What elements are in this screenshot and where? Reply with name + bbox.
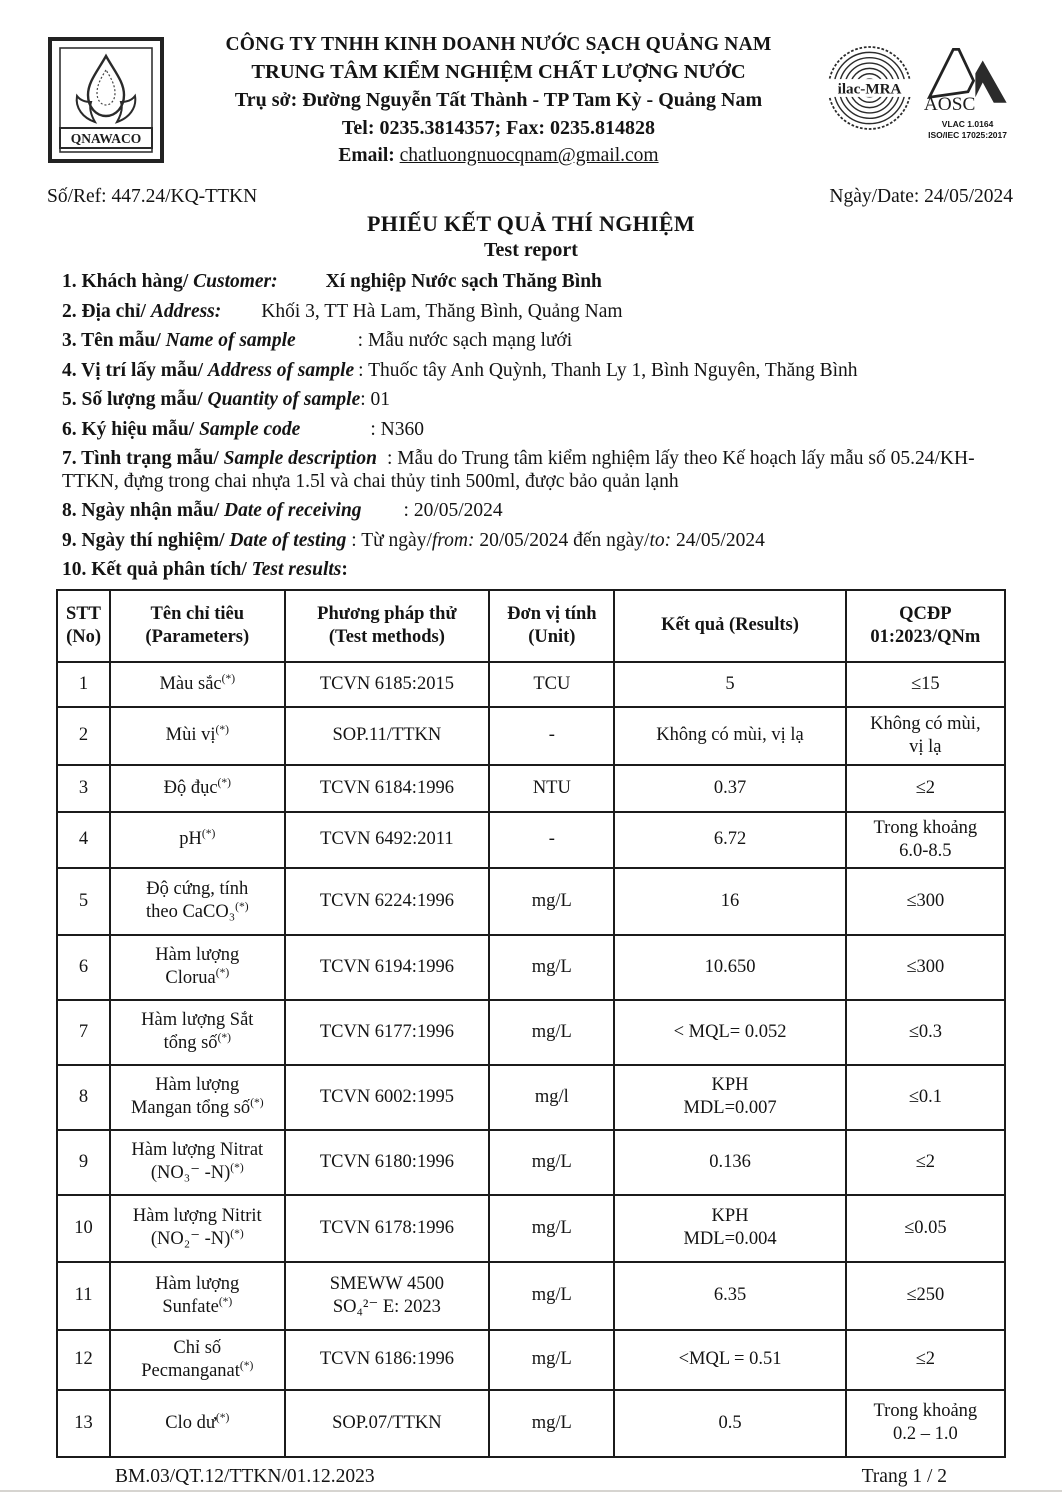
row-method: TCVN 6002:1995 (285, 1065, 490, 1130)
certification-logos (825, 30, 1015, 141)
row-no: 2 (57, 707, 110, 765)
row-no: 10 (57, 1195, 110, 1262)
form-code: BM.03/QT.12/TTKN/01.12.2023 (115, 1465, 375, 1487)
document-date: Ngày/Date: 24/05/2024 (829, 186, 1013, 207)
item-sample-description: 7. Tình trạng mẫu/ Sample description : Mẫu do Trung tâm kiểm nghiệm lấy theo Kế hoạch lấy mẫu số 05.24/KH-TTKN, đựng trong chai nhựa 1.5l và chai thủy tinh 500ml, được bảo quản lạnh (62, 448, 975, 492)
row-limit: ≤2 (846, 1130, 1005, 1195)
item-sample-code: 6. Ký hiệu mẫu/ Sample code : N360 (62, 418, 424, 440)
row-no: 11 (57, 1262, 110, 1330)
row-method: TCVN 6180:1996 (285, 1130, 490, 1195)
ilac-mra-icon (825, 40, 914, 136)
row-limit: ≤0.3 (846, 1000, 1005, 1065)
item-date-receiving: 8. Ngày nhận mẫu/ Date of receiving : 20/05/2024 (62, 500, 503, 521)
row-limit: ≤0.1 (846, 1065, 1005, 1130)
row-limit: ≤300 (846, 935, 1005, 1000)
table-row (57, 935, 1005, 1000)
row-limit: ≤2 (846, 1330, 1005, 1390)
row-method: TCVN 6184:1996 (285, 765, 490, 812)
item-customer: 1. Khách hàng/ Customer: Xí nghiệp Nước sạch Thăng Bình (62, 271, 602, 292)
table-row (57, 868, 1005, 935)
row-method: TCVN 6186:1996 (285, 1330, 490, 1390)
sample-description-value: : Mẫu do Trung tâm kiểm nghiệm lấy theo Kế hoạch lấy mẫu số 05.24/KH-TTKN, đựng trong chai nhựa 1.5l và chai thủy tinh 500ml, được bảo quản lạnh (62, 448, 975, 492)
row-method: TCVN 6177:1996 (285, 1000, 490, 1065)
row-result: < MQL= 0.052 (614, 1000, 845, 1065)
col-header-limit: QCĐP 01:2023/QNm (846, 590, 1005, 662)
row-result: 0.37 (614, 765, 845, 812)
row-parameter: Độ cứng, tính theo CaCO₃(*) (110, 868, 284, 935)
row-result: 10.650 (614, 935, 845, 1000)
col-header-result: Kết quả (Results) (614, 590, 845, 662)
email-address: chatluongnuocqnam@gmail.com (399, 145, 659, 166)
row-limit: ≤2 (846, 765, 1005, 812)
center-name: TRUNG TÂM KIỂM NGHIỆM CHẤT LƯỢNG NƯỚC (251, 61, 746, 83)
row-unit: mg/L (489, 935, 614, 1000)
table-row (57, 1390, 1005, 1457)
aosc-logo (920, 40, 1015, 141)
col-header-unit: Đơn vị tính (Unit) (489, 590, 614, 662)
row-unit: mg/L (489, 868, 614, 935)
row-result: KPH MDL=0.004 (614, 1195, 845, 1262)
row-result: <MQL = 0.51 (614, 1330, 845, 1390)
row-unit: mg/L (489, 1000, 614, 1065)
item-sample-address: 4. Vị trí lấy mẫu/ Address of sample : Thuốc tây Anh Quỳnh, Thanh Ly 1, Bình Nguyên, Thăng Bình (62, 359, 858, 381)
row-result: Không có mùi, vị lạ (614, 707, 845, 765)
table-row (57, 765, 1005, 812)
row-unit: mg/l (489, 1065, 614, 1130)
item-sample-name: 3. Tên mẫu/ Name of sample : Mẫu nước sạch mạng lưới (62, 330, 573, 351)
row-unit: mg/L (489, 1330, 614, 1390)
row-unit: mg/L (489, 1390, 614, 1457)
row-method: TCVN 6492:2011 (285, 812, 490, 868)
row-parameter: Clo dư(*) (110, 1390, 284, 1457)
row-parameter: Chỉ số Pecmanganat(*) (110, 1330, 284, 1390)
page-number: Trang 1 / 2 (861, 1465, 947, 1487)
row-no: 1 (57, 662, 110, 707)
scan-artifact-line (0, 1490, 1062, 1492)
row-no: 5 (57, 868, 110, 935)
row-limit: Không có mùi, vị lạ (846, 707, 1005, 765)
row-method: TCVN 6194:1996 (285, 935, 490, 1000)
row-limit: Trong khoảng 0.2 – 1.0 (846, 1390, 1005, 1457)
header-telfax: Tel: 0235.3814357; Fax: 0235.814828 (341, 117, 656, 139)
ref-date-row (47, 186, 1015, 208)
document-header (47, 30, 1015, 170)
row-limit: Trong khoảng 6.0-8.5 (846, 812, 1005, 868)
date-receiving-value: : 20/05/2024 (403, 500, 503, 521)
col-header-parameter: Tên chỉ tiêu (Parameters) (110, 590, 284, 662)
row-parameter: Hàm lượng Nitrat (NO₃⁻ -N)(*) (110, 1130, 284, 1195)
row-no: 6 (57, 935, 110, 1000)
sample-name-value: : Mẫu nước sạch mạng lưới (357, 330, 573, 351)
table-row (57, 707, 1005, 765)
table-row (57, 1065, 1005, 1130)
header-address: Trụ sở: Đường Nguyễn Tất Thành - TP Tam Kỳ - Quảng Nam (234, 89, 763, 111)
item-address: 2. Địa chỉ/ Address: Khối 3, TT Hà Lam, Thăng Bình, Quảng Nam (62, 300, 623, 322)
row-parameter: Mùi vị(*) (110, 707, 284, 765)
col-header-no: STT (No) (57, 590, 110, 662)
table-header-row (57, 590, 1005, 662)
row-no: 7 (57, 1000, 110, 1065)
row-unit: mg/L (489, 1130, 614, 1195)
ilac-mra-text: ilac-MRA (837, 81, 902, 98)
row-result: KPH MDL=0.007 (614, 1065, 845, 1130)
qnawaco-logo-icon (47, 36, 165, 164)
row-method: TCVN 6178:1996 (285, 1195, 490, 1262)
table-row (57, 1000, 1005, 1065)
report-title-en: Test report (484, 239, 578, 261)
qnawaco-logo (47, 30, 172, 169)
report-metadata (47, 271, 1015, 582)
row-unit: NTU (489, 765, 614, 812)
row-no: 4 (57, 812, 110, 868)
row-method: TCVN 6185:2015 (285, 662, 490, 707)
item-test-results: 10. Kết quả phân tích/ Test results: (62, 559, 348, 580)
row-no: 12 (57, 1330, 110, 1390)
date-testing-value: 24/05/2024 (671, 529, 765, 551)
row-limit: ≤250 (846, 1262, 1005, 1330)
row-limit: ≤15 (846, 662, 1005, 707)
row-parameter: Độ đục(*) (110, 765, 284, 812)
sample-quantity-value: : 01 (360, 389, 391, 410)
table-row (57, 1130, 1005, 1195)
row-unit: - (489, 812, 614, 868)
aosc-icon (922, 40, 1014, 114)
company-name: CÔNG TY TNHH KINH DOANH NƯỚC SẠCH QUẢNG NAM (225, 34, 772, 55)
row-no: 13 (57, 1390, 110, 1457)
row-method: SOP.07/TTKN (285, 1390, 490, 1457)
iso-code: ISO/IEC 17025:2017 (928, 130, 1007, 140)
row-unit: mg/L (489, 1195, 614, 1262)
row-unit: - (489, 707, 614, 765)
table-row (57, 1330, 1005, 1390)
address-value: Khối 3, TT Hà Lam, Thăng Bình, Quảng Nam (261, 300, 623, 322)
row-parameter: pH(*) (110, 812, 284, 868)
row-unit: TCU (489, 662, 614, 707)
row-parameter: Hàm lượng Clorua(*) (110, 935, 284, 1000)
row-method: SOP.11/TTKN (285, 707, 490, 765)
sample-code-value: : N360 (370, 418, 424, 440)
row-method: SMEWW 4500 SO₄²⁻ E: 2023 (285, 1262, 490, 1330)
item-sample-quantity: 5. Số lượng mẫu/ Quantity of sample: 01 (62, 389, 391, 410)
row-no: 3 (57, 765, 110, 812)
table-row (57, 1195, 1005, 1262)
row-parameter: Hàm lượng Sunfate(*) (110, 1262, 284, 1330)
row-parameter: Hàm lượng Nitrit (NO₂⁻ -N)(*) (110, 1195, 284, 1262)
customer-value: Xí nghiệp Nước sạch Thăng Bình (325, 271, 602, 292)
row-no: 9 (57, 1130, 110, 1195)
row-result: 6.72 (614, 812, 845, 868)
document-ref: Số/Ref: 447.24/KQ-TTKN (47, 186, 258, 207)
page-footer (47, 1466, 1015, 1488)
aosc-text: AOSC (923, 94, 975, 114)
row-result: 0.5 (614, 1390, 845, 1457)
report-title-vi: PHIẾU KẾT QUẢ THÍ NGHIỆM (367, 211, 695, 236)
row-parameter: Màu sắc(*) (110, 662, 284, 707)
qnawaco-logo-text: QNAWACO (70, 131, 142, 146)
row-no: 8 (57, 1065, 110, 1130)
vlac-code: VLAC 1.0164 (941, 119, 994, 129)
email-label: Email: (338, 145, 400, 166)
table-row (57, 1262, 1005, 1330)
row-result: 0.136 (614, 1130, 845, 1195)
row-parameter: Hàm lượng Sắt tổng số(*) (110, 1000, 284, 1065)
row-limit: ≤0.05 (846, 1195, 1005, 1262)
row-result: 5 (614, 662, 845, 707)
row-result: 16 (614, 868, 845, 935)
table-row (57, 812, 1005, 868)
row-limit: ≤300 (846, 868, 1005, 935)
item-date-testing: 9. Ngày thí nghiệm/ Date of testing : Từ ngày/from: 20/05/2024 đến ngày/to: 24/05/2024 (62, 529, 765, 551)
row-method: TCVN 6224:1996 (285, 868, 490, 935)
sample-address-value: : Thuốc tây Anh Quỳnh, Thanh Ly 1, Bình Nguyên, Thăng Bình (358, 359, 858, 381)
header-email-line (176, 142, 821, 170)
row-result: 6.35 (614, 1262, 845, 1330)
row-unit: mg/L (489, 1262, 614, 1330)
col-header-method: Phương pháp thử (Test methods) (285, 590, 490, 662)
header-text-block (172, 30, 825, 170)
test-results-table (56, 589, 1006, 1458)
table-row (57, 662, 1005, 707)
row-parameter: Hàm lượng Mangan tổng số(*) (110, 1065, 284, 1130)
